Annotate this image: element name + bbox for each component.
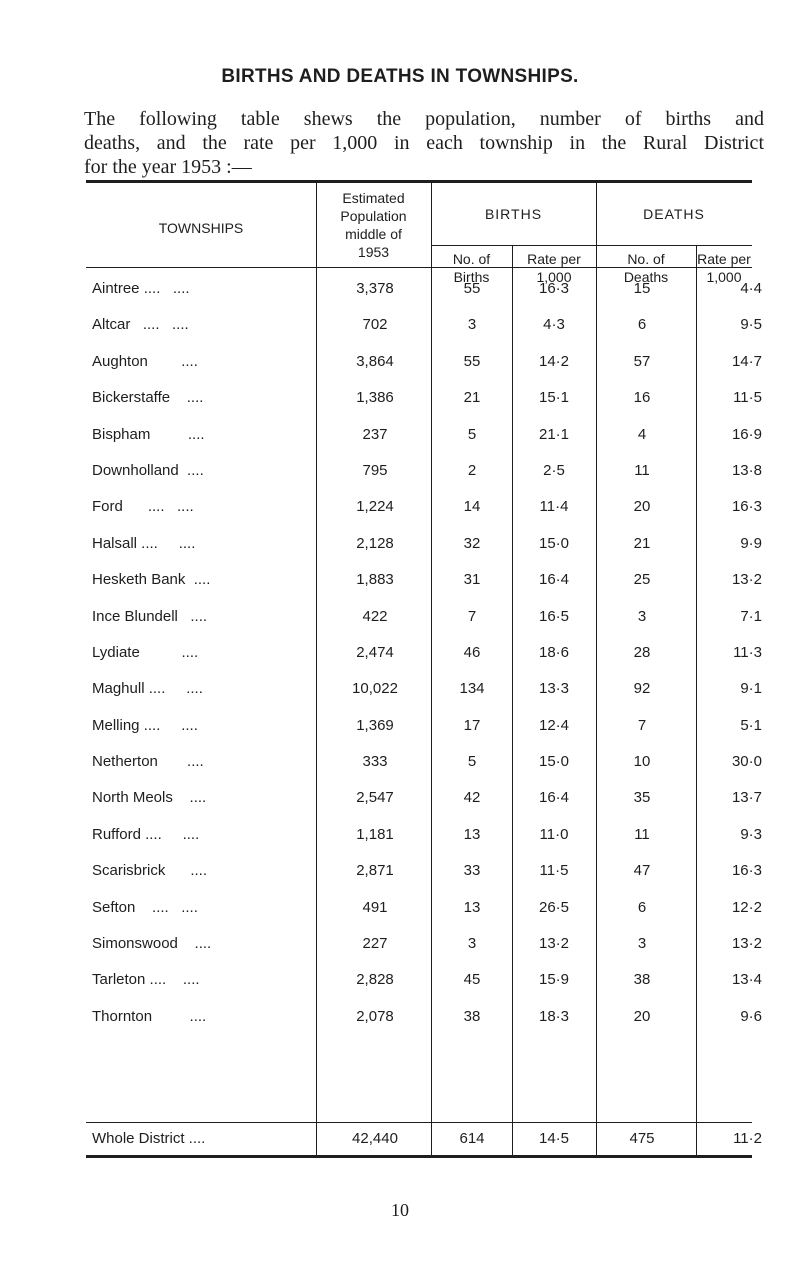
table-row <box>86 379 762 415</box>
birth-rate-cell: 16·5 <box>538 607 570 625</box>
township-name: Downholland .... <box>92 461 204 479</box>
header-population-line: Population <box>340 208 407 224</box>
deaths-cell: 35 <box>633 789 651 807</box>
birth-rate-cell: 15·0 <box>538 753 570 771</box>
table-row <box>86 488 762 524</box>
table-row <box>86 561 762 597</box>
death-rate-cell: 16·9 <box>731 425 762 443</box>
header-line: No. of <box>452 251 491 267</box>
intro-paragraph <box>84 107 764 179</box>
total-death-rate: 11·2 <box>733 1130 762 1147</box>
births-cell: 134 <box>459 680 485 698</box>
birth-rate-cell: 12·4 <box>538 716 570 734</box>
header-population-line: 1953 <box>357 244 390 260</box>
total-deaths: 475 <box>629 1130 655 1147</box>
township-name: Halsall .... .... <box>92 534 196 552</box>
death-rate-cell: 11·5 <box>733 389 762 407</box>
population-cell: 1,369 <box>356 716 394 734</box>
births-cell: 13 <box>463 898 481 916</box>
table-row <box>86 707 762 743</box>
header-line: 1,000 <box>706 269 742 285</box>
intro-line: for the year 1953 :— <box>84 156 252 178</box>
township-name: Scarisbrick .... <box>92 862 208 880</box>
township-name: Sefton .... .... <box>92 898 198 916</box>
header-births: BIRTHS <box>484 206 543 222</box>
births-cell: 38 <box>463 1007 481 1025</box>
population-cell: 1,386 <box>356 389 394 407</box>
table-row <box>86 779 762 815</box>
death-rate-cell: 16·3 <box>731 862 762 880</box>
deaths-cell: 10 <box>633 753 651 771</box>
birth-rate-cell: 11·4 <box>539 498 569 516</box>
township-name: Melling .... .... <box>92 716 198 734</box>
deaths-cell: 11 <box>634 461 650 479</box>
deaths-cell: 20 <box>633 498 651 516</box>
deaths-cell: 3 <box>637 607 647 625</box>
births-cell: 55 <box>463 352 481 370</box>
population-cell: 10,022 <box>352 680 398 698</box>
death-rate-cell: 5·1 <box>740 716 762 734</box>
birth-rate-cell: 11·5 <box>539 862 569 880</box>
township-name: Altcar .... .... <box>92 316 189 334</box>
births-cell: 33 <box>463 862 481 880</box>
births-cell: 31 <box>463 571 481 589</box>
header-line: Rate per <box>527 251 581 267</box>
population-cell: 237 <box>362 425 388 443</box>
deaths-cell: 3 <box>637 935 647 953</box>
township-name: Maghull .... .... <box>92 680 203 698</box>
population-cell: 795 <box>362 461 388 479</box>
births-cell: 3 <box>467 316 477 334</box>
births-cell: 2 <box>467 461 477 479</box>
township-name: Netherton .... <box>92 753 204 771</box>
deaths-cell: 92 <box>633 680 651 698</box>
header-population-line: middle of <box>345 226 402 242</box>
table-row <box>86 634 762 670</box>
birth-rate-cell: 14·2 <box>538 352 570 370</box>
death-rate-cell: 4·4 <box>740 280 762 297</box>
death-rate-cell: 7·1 <box>740 607 762 625</box>
total-name: Whole District .... <box>92 1130 206 1147</box>
deaths-cell: 28 <box>633 643 651 661</box>
table-row <box>86 743 762 779</box>
table-row <box>86 889 762 925</box>
births-cell: 46 <box>463 643 481 661</box>
population-cell: 227 <box>362 935 388 953</box>
births-cell: 42 <box>463 789 481 807</box>
births-cell: 3 <box>467 935 477 953</box>
death-rate-cell: 13·2 <box>731 935 762 953</box>
birth-rate-cell: 15·1 <box>538 389 570 407</box>
township-name: Bispham .... <box>92 425 205 443</box>
township-name: Simonswood .... <box>92 935 212 953</box>
total-births: 614 <box>459 1130 485 1147</box>
death-rate-cell: 9·9 <box>740 534 762 552</box>
deaths-cell: 57 <box>633 352 651 370</box>
death-rate-cell: 9·3 <box>740 825 762 843</box>
births-cell: 7 <box>467 607 477 625</box>
death-rate-cell: 9·5 <box>740 316 762 334</box>
township-name: Ince Blundell .... <box>92 607 208 625</box>
header-deaths: DEATHS <box>643 206 705 222</box>
birth-rate-cell: 18·6 <box>538 643 570 661</box>
table-row <box>86 961 762 997</box>
population-cell: 3,378 <box>356 280 394 297</box>
table-top-rule <box>86 180 752 183</box>
death-rate-cell: 9·6 <box>740 1007 762 1025</box>
total-population: 42,440 <box>352 1130 398 1147</box>
table-row <box>86 525 762 561</box>
death-rate-cell: 9·1 <box>740 680 762 698</box>
deaths-cell: 7 <box>637 716 647 734</box>
deaths-cell: 11 <box>634 825 650 843</box>
header-line: 1,000 <box>536 269 572 285</box>
total-top-rule <box>86 1122 752 1123</box>
township-name: North Meols .... <box>92 789 207 807</box>
birth-rate-cell: 16·4 <box>538 571 570 589</box>
deaths-cell: 15 <box>633 280 651 297</box>
header-line: Rate per <box>697 251 751 267</box>
deaths-cell: 21 <box>633 534 651 552</box>
deaths-cell: 20 <box>633 1007 651 1025</box>
township-name: Thornton .... <box>92 1007 207 1025</box>
table-row <box>86 852 762 888</box>
deaths-cell: 47 <box>633 862 651 880</box>
births-cell: 17 <box>463 716 481 734</box>
death-rate-cell: 13·7 <box>731 789 762 807</box>
births-cell: 55 <box>463 280 481 297</box>
population-cell: 1,224 <box>356 498 394 516</box>
header-line: Deaths <box>623 269 669 285</box>
table-bottom-rule <box>86 1155 752 1158</box>
township-name: Hesketh Bank .... <box>92 571 211 589</box>
births-cell: 5 <box>467 425 477 443</box>
header-population <box>316 189 431 261</box>
township-name: Ford .... .... <box>92 498 194 516</box>
header-population-line: Estimated <box>342 190 405 206</box>
table-body <box>86 270 762 1034</box>
township-name: Lydiate .... <box>92 643 199 661</box>
death-rate-cell: 14·7 <box>731 352 762 370</box>
township-name: Aintree .... .... <box>92 280 190 297</box>
population-cell: 702 <box>362 316 388 334</box>
township-name: Bickerstaffe .... <box>92 389 204 407</box>
table-row <box>86 670 762 706</box>
birth-rate-cell: 13·2 <box>538 935 570 953</box>
header-line: No. of <box>627 251 665 267</box>
birth-rate-cell: 2·5 <box>543 461 565 479</box>
page-number: 10 <box>391 1200 409 1220</box>
birth-rate-cell: 11·0 <box>539 825 569 843</box>
birth-rate-cell: 4·3 <box>543 316 565 334</box>
population-cell: 2,547 <box>356 789 394 807</box>
population-cell: 1,883 <box>356 571 394 589</box>
population-cell: 2,128 <box>356 534 394 552</box>
township-name: Tarleton .... .... <box>92 971 200 989</box>
death-rate-cell: 13·8 <box>731 461 762 479</box>
birth-rate-cell: 26·5 <box>538 898 570 916</box>
death-rate-cell: 13·4 <box>731 971 762 989</box>
births-cell: 14 <box>463 498 481 516</box>
table-row <box>86 306 762 342</box>
population-cell: 491 <box>362 898 388 916</box>
deaths-cell: 38 <box>633 971 651 989</box>
death-rate-cell: 11·3 <box>733 643 762 661</box>
death-rate-cell: 16·3 <box>731 498 762 516</box>
deaths-cell: 25 <box>633 571 651 589</box>
birth-rate-cell: 15·0 <box>538 534 570 552</box>
deaths-cell: 6 <box>637 316 647 334</box>
population-cell: 3,864 <box>356 352 394 370</box>
table-row <box>86 998 762 1034</box>
intro-line: The following table shews the population, number of births and <box>84 108 764 130</box>
birth-rate-cell: 16·3 <box>538 280 570 297</box>
birth-rate-cell: 13·3 <box>538 680 570 698</box>
header-line: Births <box>453 269 490 285</box>
township-name: Rufford .... .... <box>92 825 200 843</box>
births-deaths-subrule <box>431 245 752 246</box>
table-row <box>86 452 762 488</box>
total-birth-rate: 14·5 <box>538 1130 570 1147</box>
population-cell: 333 <box>362 753 388 771</box>
birth-rate-cell: 18·3 <box>538 1007 570 1025</box>
table-row <box>86 416 762 452</box>
death-rate-cell: 12·2 <box>731 898 762 916</box>
table-row <box>86 925 762 961</box>
births-cell: 5 <box>467 753 477 771</box>
births-cell: 13 <box>463 825 481 843</box>
population-cell: 422 <box>362 607 388 625</box>
deaths-cell: 16 <box>633 389 651 407</box>
death-rate-cell: 30·0 <box>731 753 762 771</box>
population-cell: 1,181 <box>356 825 394 843</box>
birth-rate-cell: 16·4 <box>538 789 570 807</box>
birth-rate-cell: 21·1 <box>538 425 570 443</box>
death-rate-cell: 13·2 <box>731 571 762 589</box>
total-row <box>86 1124 762 1154</box>
births-cell: 21 <box>463 389 481 407</box>
table-row <box>86 270 762 306</box>
intro-line: deaths, and the rate per 1,000 in each township in the Rural District <box>84 132 764 154</box>
page-title: BIRTHS AND DEATHS IN TOWNSHIPS. <box>221 66 579 87</box>
township-name: Aughton .... <box>92 352 198 370</box>
population-cell: 2,078 <box>356 1007 394 1025</box>
births-cell: 45 <box>463 971 481 989</box>
population-cell: 2,828 <box>356 971 394 989</box>
birth-rate-cell: 15·9 <box>538 971 570 989</box>
header-townships: TOWNSHIPS <box>158 220 244 236</box>
deaths-cell: 4 <box>637 425 647 443</box>
population-cell: 2,871 <box>356 862 394 880</box>
table-row <box>86 598 762 634</box>
population-cell: 2,474 <box>356 643 394 661</box>
deaths-cell: 6 <box>637 898 647 916</box>
table-row <box>86 816 762 852</box>
table-row <box>86 343 762 379</box>
births-cell: 32 <box>463 534 481 552</box>
